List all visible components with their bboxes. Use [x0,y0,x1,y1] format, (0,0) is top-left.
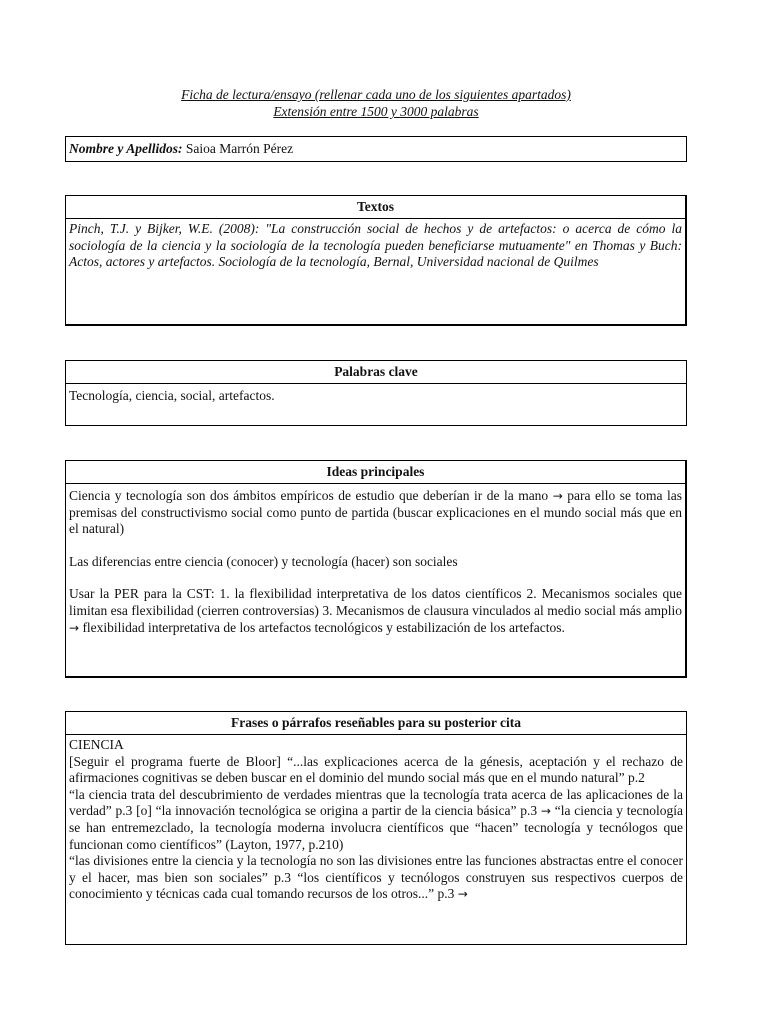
page-header [64,86,688,120]
name-label: Nombre y Apellidos: [69,141,183,156]
keywords-title: Palabras clave [66,361,686,384]
ideas-section [65,460,687,678]
arrow-right-icon: → [457,887,468,902]
ideas-body [66,484,685,638]
quote-3: “las divisiones entre la ciencia y la tecnología no son las divisiones entre las funciones abstractas entre el conocer y el hacer, mas bien son sociales” p.3 “los científicos y tecnólogos construyen sus respectivos cuerpos de conocimiento y técnicas cada cual tomando recursos de los otros...” p.3 → [69,853,683,902]
arrow-right-icon: → [540,804,551,819]
name-value: Saioa Marrón Pérez [185,141,294,156]
quote-2: “la ciencia trata del descubrimiento de verdades mientras que la tecnología trata acerca de las aplicaciones de la verdad” p.3 [o] “la innovación tecnológica se origina a partir de la ciencia básica” p.3 → “la ciencia y tecnología se han entremezclado, la tecnología moderna involucra científicos que “hacen” tecnología y tecnólogos que funcionan como científicos” (Layton, 1977, p.210) [69,786,684,852]
quotes-body [66,735,686,905]
arrow-right-icon: → [69,620,80,635]
textos-body: Pinch, T.J. y Bijker, W.E. (2008): "La construcción social de hechos y de artefactos: o acerca de cómo la sociología de la ciencia y la sociología de la tecnología pueden beneficiarse mutuamente" en Thomas y Buch: Actos, actores y artefactos. Sociología de la tecnología, Bernal, Universidad nacional de Quilmes [69,221,682,270]
header-line-2: Extensión entre 1500 y 3000 palabras [273,104,479,119]
keywords-body: Tecnología, ciencia, social, artefactos. [69,388,275,403]
quotes-section [65,711,687,945]
textos-section [65,195,687,326]
name-box [65,136,687,162]
ideas-title: Ideas principales [66,461,685,484]
quotes-title: Frases o párrafos reseñables para su posterior cita [66,712,686,735]
quotes-heading: CIENCIA [69,737,124,752]
keywords-section [65,360,687,426]
quote-1: [Seguir el programa fuerte de Bloor] “...las explicaciones acerca de la génesis, aceptación y el rechazo de afirmaciones cognitivas se deben buscar en el dominio del mundo social más que en el mundo natural” p.2 [69,753,683,786]
textos-title: Textos [66,196,685,219]
idea-2: Las diferencias entre ciencia (conocer) y tecnología (hacer) son sociales [69,553,458,569]
arrow-right-icon: → [552,489,563,503]
idea-3: Usar la PER para la CST: 1. la flexibilidad interpretativa de los datos científicos 2. Mecanismos sociales que limitan esa flexibilidad (cierren controversias) 3. Mecanismos de clausura vinculados al medio social más amplio → flexibilidad interpretativa de los artefactos tecnológicos y estabilización de los artefactos. [69,586,682,635]
idea-1: Ciencia y tecnología son dos ámbitos empíricos de estudio que deberían ir de la mano → para ello se toma las premisas del constructivismo social como punto de partida (buscar explicaciones en el mundo social más que en el natural) [69,488,683,537]
header-line-1: Ficha de lectura/ensayo (rellenar cada uno de los siguientes apartados) [181,87,571,102]
